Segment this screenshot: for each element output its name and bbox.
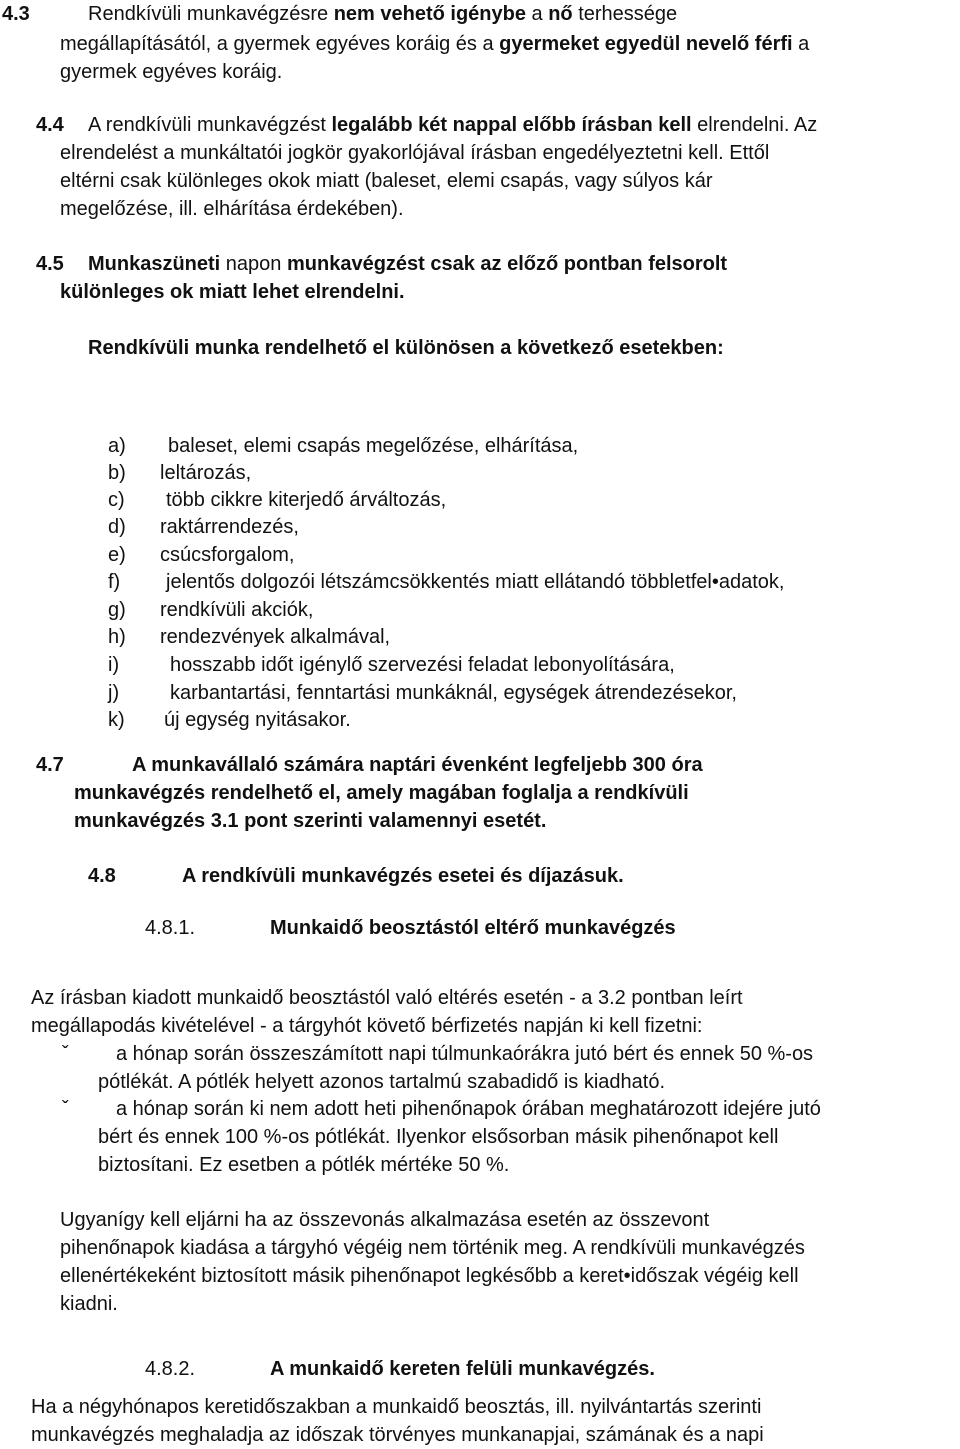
section-4-4-line-4: megelőzése, ill. elhárítása érdekében). [60, 198, 404, 220]
list-item: a) baleset, elemi csapás megelőzése, elhárítása, [108, 435, 579, 457]
section-4-7-line-2: munkavégzés rendelhető el, amely magában foglalja a rendkívüli [74, 782, 689, 804]
section-4-5-number: 4.5 [36, 253, 64, 275]
section-4-4-line-2: elrendelést a munkáltatói jogkör gyakorlójával írásban engedélyeztetni kell. Ettől [60, 142, 770, 164]
section-4-4-line-1 [88, 111, 817, 139]
paragraph-2-line-1: Ugyanígy kell eljárni ha az összevonás alkalmazása esetén az összevont [60, 1209, 710, 1231]
bullet-1-mark: ˇ [62, 1043, 69, 1065]
section-4-4-line-3: eltérni csak különleges okok miatt (baleset, elemi csapás, vagy súlyos kár [60, 170, 713, 192]
text-segment: nem vehető igénybe [333, 3, 526, 25]
text-segment: A rendkívüli munkavégzést [88, 114, 332, 136]
section-4-7-line-1: A munkavállaló számára naptári évenként legfeljebb 300 óra [132, 754, 703, 776]
text-segment: a [792, 33, 810, 55]
paragraph-2-line-3: ellenértékeként biztosított másik pihenőnapot legkésőbb a keret•időszak végéig kell [60, 1265, 799, 1287]
list-item: k) új egység nyitásakor. [108, 709, 351, 731]
text-segment: munkavégzést csak az előző pontban felsorolt [286, 253, 728, 275]
list-item: f) jelentős dolgozói létszámcsökkentés miatt ellátandó többletfel•adatok, [108, 571, 785, 593]
section-4-5-line-1 [88, 250, 727, 278]
list-item: c) több cikkre kiterjedő árváltozás, [108, 489, 447, 511]
section-4-3-line-3: gyermek egyéves koráig. [60, 61, 283, 83]
list-item: i) hosszabb időt igénylő szervezési feladat lebonyolítására, [108, 654, 675, 676]
text-segment: megállapításától, a gyermek egyéves koráig és a [60, 33, 500, 55]
section-4-8-title: A rendkívüli munkavégzés esetei és díjazásuk. [182, 865, 624, 887]
text-segment: a [525, 3, 549, 25]
bullet-2-line-2: bért és ennek 100 %-os pótlékát. Ilyenkor elsősorban másik pihenőnapot kell [98, 1126, 779, 1148]
list-item: d) raktárrendezés, [108, 516, 299, 538]
list-item: h) rendezvények alkalmával, [108, 626, 391, 648]
paragraph-1-line-2: megállapodás kivételével - a tárgyhót követő bérfizetés napján ki kell fizetni: [31, 1015, 703, 1037]
list-item: e) csúcsforgalom, [108, 544, 295, 566]
text-segment: nő [548, 3, 573, 25]
section-4-8-1-title: Munkaidő beosztástól eltérő munkavégzés [270, 917, 676, 939]
paragraph-3-line-2: munkavégzés meghaladja az időszak törvényes munkanapjai, számának és a napi [31, 1424, 764, 1446]
section-4-3-number: 4.3 [2, 3, 30, 25]
paragraph-1-line-1: Az írásban kiadott munkaidő beosztástól való eltérés esetén - a 3.2 pontban leírt [31, 987, 743, 1009]
section-4-3-line-2 [60, 30, 809, 58]
bullet-2-line-1: a hónap során ki nem adott heti pihenőnapok órában meghatározott idejére jutó [116, 1098, 821, 1120]
section-4-3-line-1 [88, 0, 677, 28]
bullet-1-line-2: pótlékát. A pótlék helyett azonos tartalmú szabadidő is kiadható. [98, 1071, 666, 1093]
text-segment: elrendelni. Az [691, 114, 818, 136]
list-item: b) leltározás, [108, 462, 252, 484]
section-4-4-number: 4.4 [36, 114, 64, 136]
list-item: g) rendkívüli akciók, [108, 599, 314, 621]
text-segment: Rendkívüli munkavégzésre [88, 3, 334, 25]
paragraph-2-line-2: pihenőnapok kiadása a tárgyhó végéig nem történik meg. A rendkívüli munkavégzés [60, 1237, 805, 1259]
text-segment: terhessége [572, 3, 678, 25]
text-segment: gyermeket egyedül nevelő férfi [499, 33, 793, 55]
cases-heading: Rendkívüli munka rendelhető el különösen a következő esetekben: [88, 337, 724, 359]
text-segment: napon [220, 253, 287, 275]
list-item: j) karbantartási, fenntartási munkáknál, egységek átrendezésekor, [108, 682, 737, 704]
section-4-8-2-title: A munkaidő kereten felüli munkavégzés. [270, 1358, 655, 1380]
section-4-8-1-number: 4.8.1. [145, 917, 196, 939]
section-4-7-line-3: munkavégzés 3.1 pont szerinti valamennyi esetét. [74, 810, 547, 832]
paragraph-2-line-4: kiadni. [60, 1293, 118, 1315]
bullet-2-mark: ˇ [62, 1098, 69, 1120]
section-4-8-number: 4.8 [88, 865, 116, 887]
bullet-1-line-1: a hónap során összeszámított napi túlmunkaórákra jutó bért és ennek 50 %-os [116, 1043, 814, 1065]
text-segment: Munkaszüneti [88, 253, 221, 275]
bullet-2-line-3: biztosítani. Ez esetben a pótlék mértéke 50 %. [98, 1154, 510, 1176]
section-4-7-number: 4.7 [36, 754, 64, 776]
section-4-8-2-number: 4.8.2. [145, 1358, 196, 1380]
section-4-5-line-2: különleges ok miatt lehet elrendelni. [60, 281, 405, 303]
text-segment: legalább két nappal előbb írásban kell [331, 114, 692, 136]
paragraph-3-line-1: Ha a négyhónapos keretidőszakban a munkaidő beosztás, ill. nyilvántartás szerinti [31, 1396, 762, 1418]
